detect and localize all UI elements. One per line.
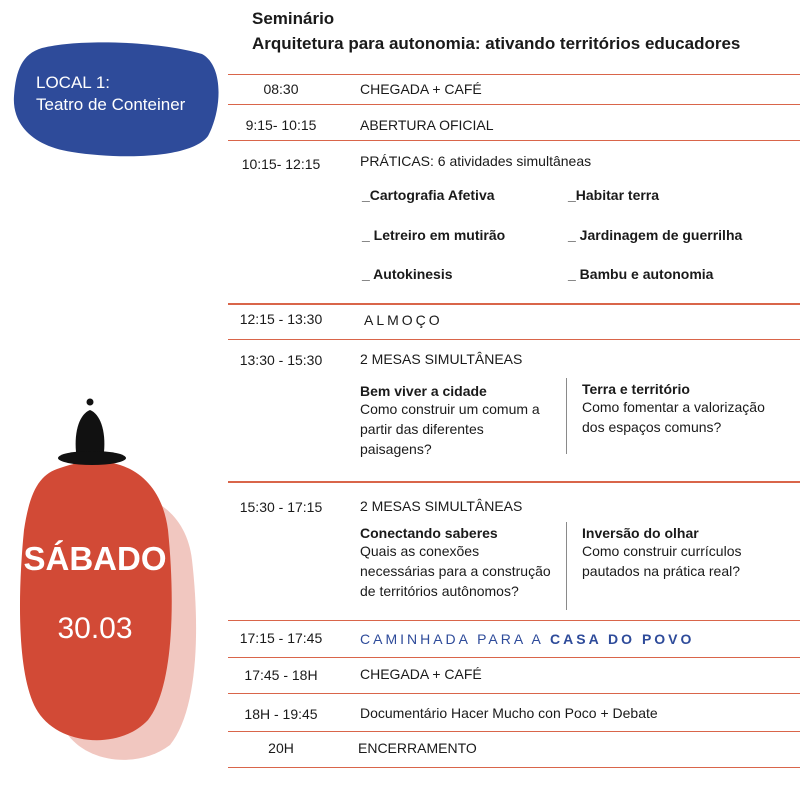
rule	[228, 140, 800, 141]
location-line-1: LOCAL 1:	[36, 73, 111, 92]
seminar-label: Seminário	[252, 9, 335, 28]
event-label-prefix: CAMINHADA PARA A	[360, 631, 551, 647]
time-slot: 12:15 - 13:30	[239, 311, 323, 327]
event-label: ENCERRAMENTO	[358, 740, 477, 756]
panel-left	[360, 383, 570, 459]
panel-title: Terra e território	[582, 381, 690, 397]
rule	[228, 657, 800, 658]
event-label: CHEGADA + CAFÉ	[360, 666, 482, 682]
rule	[228, 620, 800, 621]
rule	[228, 693, 800, 694]
panel-title: Inversão do olhar	[582, 525, 699, 541]
event-label	[360, 631, 694, 647]
event-label: PRÁTICAS: 6 atividades simultâneas	[360, 153, 592, 169]
panel-left	[360, 525, 570, 601]
panel-question-line: dos espaços comuns?	[582, 419, 722, 435]
event-label: 2 MESAS SIMULTÂNEAS	[360, 498, 523, 514]
panel-right	[582, 525, 792, 581]
time-slot: 17:15 - 17:45	[239, 630, 323, 646]
location-name: Teatro de Conteiner	[36, 95, 186, 114]
time-slot: 10:15- 12:15	[241, 156, 321, 172]
time-slot: 17:45 - 18H	[244, 667, 318, 683]
time-slot: 13:30 - 15:30	[239, 352, 323, 368]
rule	[228, 731, 800, 732]
rule	[228, 481, 800, 483]
day-blob	[10, 390, 210, 780]
rule	[228, 339, 800, 340]
panel-question-line: Como fomentar a valorização	[582, 399, 765, 415]
panel-title: Bem viver a cidade	[360, 383, 487, 399]
event-label: CHEGADA + CAFÉ	[360, 81, 482, 97]
panel-question-line: Como construir um comum a	[360, 401, 540, 417]
panel-question-line: partir das diferentes	[360, 421, 484, 437]
activity-item: _ Bambu e autonomia	[568, 266, 714, 282]
panel-question-line: Quais as conexões	[360, 543, 480, 559]
panel-question-line: Como construir currículos	[582, 543, 742, 559]
panel-divider	[566, 522, 567, 610]
event-label: ABERTURA OFICIAL	[360, 117, 494, 133]
panel-question-line: necessárias para a construção	[360, 563, 551, 579]
activity-item: _Habitar terra	[568, 187, 660, 203]
panel-question-line: pautados na prática real?	[582, 563, 740, 579]
activity-item: _Cartografia Afetiva	[362, 187, 495, 203]
location-label	[36, 72, 185, 116]
time-slot: 18H - 19:45	[244, 706, 318, 722]
panel-title: Conectando saberes	[360, 525, 498, 541]
event-label-destination: CASA DO POVO	[550, 631, 695, 647]
panel-question-line: paisagens?	[360, 441, 432, 457]
event-label: 2 MESAS SIMULTÂNEAS	[360, 351, 523, 367]
time-slot: 08:30	[263, 81, 299, 97]
bell-icon	[58, 399, 126, 466]
event-label: Documentário Hacer Mucho con Poco + Debate	[360, 705, 658, 721]
activity-item: _ Letreiro em mutirão	[362, 227, 506, 243]
time-slot: 15:30 - 17:15	[239, 499, 323, 515]
panel-question-line: de territórios autônomos?	[360, 583, 519, 599]
rule	[228, 104, 800, 105]
time-slot: 9:15- 10:15	[245, 117, 317, 133]
rule	[228, 767, 800, 768]
day-name: SÁBADO	[23, 540, 167, 577]
seminar-title: Arquitetura para autonomia: ativando territórios educadores	[252, 34, 741, 53]
activity-item: _ Autokinesis	[362, 266, 453, 282]
day-date: 30.03	[57, 612, 133, 645]
panel-divider	[566, 378, 567, 454]
activity-item: _ Jardinagem de guerrilha	[568, 227, 743, 243]
panel-right	[582, 381, 792, 437]
rule	[228, 74, 800, 75]
rule	[228, 303, 800, 305]
event-label: ALMOÇO	[364, 312, 443, 328]
time-slot: 20H	[268, 740, 294, 756]
